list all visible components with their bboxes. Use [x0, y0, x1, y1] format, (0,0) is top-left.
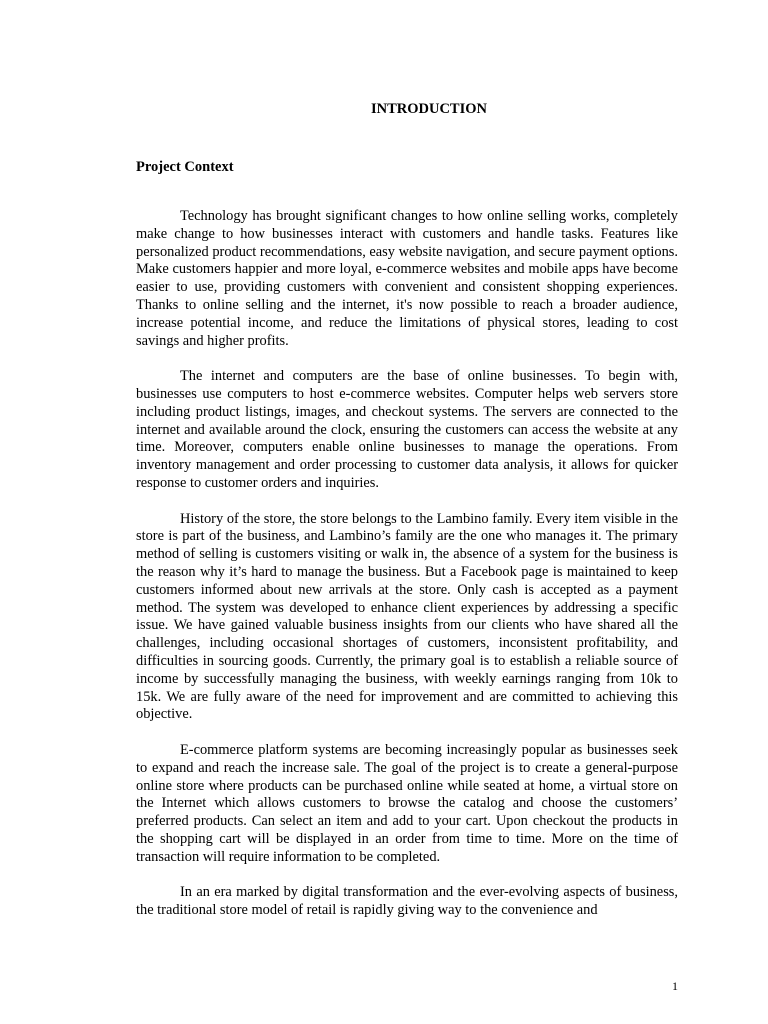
page-heading: INTRODUCTION: [370, 101, 487, 117]
paragraph-ecommerce-platform: E-commerce platform systems are becoming increasingly popular as businesses seek to expand and reach the increase sale. The goal of the project is to create a general-purpose online store where products can be purchased online while seated at home, a virtual store on the Internet which allows customers to browse the catalog and choose the customers’ preferred products. Can select an item and add to your cart. Upon checkout the products in the shopping cart will be displayed in an order from time to time. More on the time of transaction will require information to be completed.: [136, 741, 678, 865]
paragraph-store-history: History of the store, the store belongs to the Lambino family. Every item visible in the store is part of the business, and Lambino’s family are the one who manages it. The primary method of selling is customers visiting or walk in, the absence of a system for the business is the reason why it’s hard to manage the business. But a Facebook page is maintained to keep customers informed about new arrivals at the store. Only cash is accepted as a payment method. The system was developed to enhance client experiences by addressing a specific issue. We have gained valuable business insights from our clients who have shared all the challenges, including occasional shortages of customers, inconsistent profitability, and difficulties in sourcing goods. Currently, the primary goal is to establish a reliable source of income by successfully managing the business, with weekly earnings ranging from 10k to 15k. We are fully aware of the need for improvement and are committed to achieving this objective.: [136, 510, 678, 723]
section-title: Project Context: [136, 159, 234, 175]
paragraph-technology: Technology has brought significant changes to how online selling works, completely make change to how businesses interact with customers and handle tasks. Features like personalized product recommendations, easy website navigation, and secure payment options. Make customers happier and more loyal, e-commerce websites and mobile apps have become easier to use, providing customers with convenient and consistent shopping experiences. Thanks to online selling and the internet, it's now possible to reach a broader audience, increase potential income, and reduce the limitations of physical stores, leading to cost savings and higher profits.: [136, 208, 678, 349]
page-number: 1: [672, 979, 678, 993]
body-text: [136, 208, 678, 938]
paragraph-digital-transformation: In an era marked by digital transformation and the ever-evolving aspects of business, the traditional store model of retail is rapidly giving way to the convenience and: [136, 884, 678, 919]
paragraph-internet-computers: The internet and computers are the base of online businesses. To begin with, businesses use computers to host e-commerce websites. Computer helps web servers store including product listings, images, and checkout systems. The servers are connected to the internet and available around the clock, ensuring the customers can access the website at any time. Moreover, computers enable online businesses to manage the operations. From inventory management and order processing to customer data analysis, it allows for quicker response to customer orders and inquiries.: [136, 368, 678, 491]
